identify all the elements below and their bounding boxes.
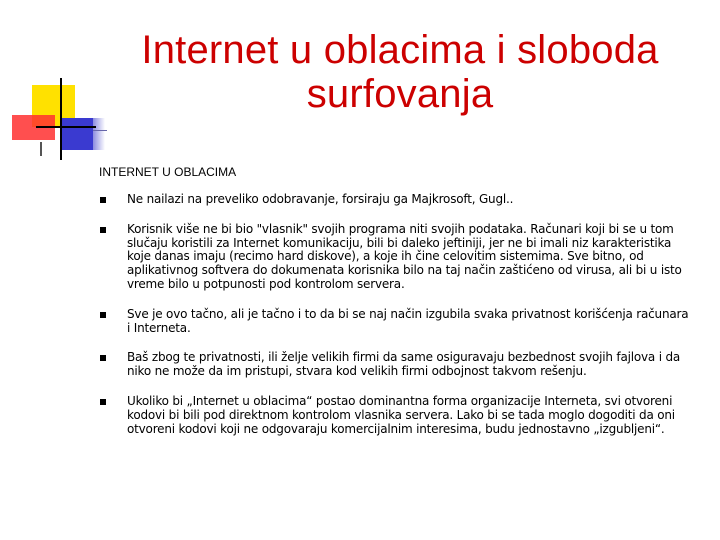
slide-title — [100, 28, 700, 116]
bullet-text: Korisnik više ne bi bio "vlasnik" svojih programa niti svojih podataka. Računari koji bi se u tom slučaju koristili za Internet komunikaciju, bili bi daleko jeftiniji, jer ne bi imali niz karakteristika koje danas imaju (recimo hard diskove), a koje ih čine celovitim sistemima. Sve bitno, od aplikativnog softvera do dokumenata korisnika bilo na taj način zaštićeno od virusa, ali bi u isto vreme bilo u potpunosti pod kontrolom servera. — [127, 221, 682, 291]
slide-title-line-2: surfovanja — [306, 72, 494, 116]
bullet-item-2 — [95, 223, 695, 292]
slide-title-line-1: Internet u oblacima i sloboda — [141, 28, 659, 72]
bullet-item-1 — [95, 193, 695, 207]
bullet-item-3 — [95, 308, 695, 336]
section-subheading: INTERNET U OBLACIMA — [99, 165, 237, 179]
square-bullet-icon — [100, 312, 106, 318]
blue-square-decoration — [62, 118, 93, 150]
bullet-text: Baš zbog te privatnosti, ili želje velikih firmi da same osiguravaju bezbednost svojih fajlova i da niko ne može da im pristupi, stvara kod velikih firmi odbojnost takvom rešenju. — [127, 350, 681, 379]
short-horizontal-line-decoration — [93, 130, 107, 131]
bullet-text: Sve je ovo tačno, ali je tačno i to da bi se naj način izgubila svaka privatnost korišćenja računara i Interneta. — [127, 306, 689, 335]
square-bullet-icon — [100, 355, 106, 361]
bullet-item-5 — [95, 395, 695, 436]
square-bullet-icon — [100, 399, 106, 405]
horizontal-line-decoration — [36, 126, 96, 128]
short-vertical-line-decoration — [40, 142, 42, 156]
square-bullet-icon — [100, 227, 106, 233]
vertical-line-decoration — [60, 78, 62, 160]
bullet-list — [95, 193, 695, 436]
bullet-item-4 — [95, 351, 695, 379]
square-bullet-icon — [100, 197, 106, 203]
bullet-text: Ukoliko bi „Internet u oblacima“ postao dominantna forma organizacije Interneta, svi otvoreni kodovi bi bili pod direktnom kontrolom vlasnika servera. Lako bi se tada moglo dogoditi da oni otvoreni kodovi koji ne odgovaraju komercijalnim interesima, budu jednostavno „izgubljeni“. — [127, 393, 675, 436]
bullet-text: Ne nailazi na preveliko odobravanje, forsiraju ga Majkrosoft, Gugl.. — [127, 192, 514, 206]
blue-fade-decoration — [93, 118, 105, 150]
